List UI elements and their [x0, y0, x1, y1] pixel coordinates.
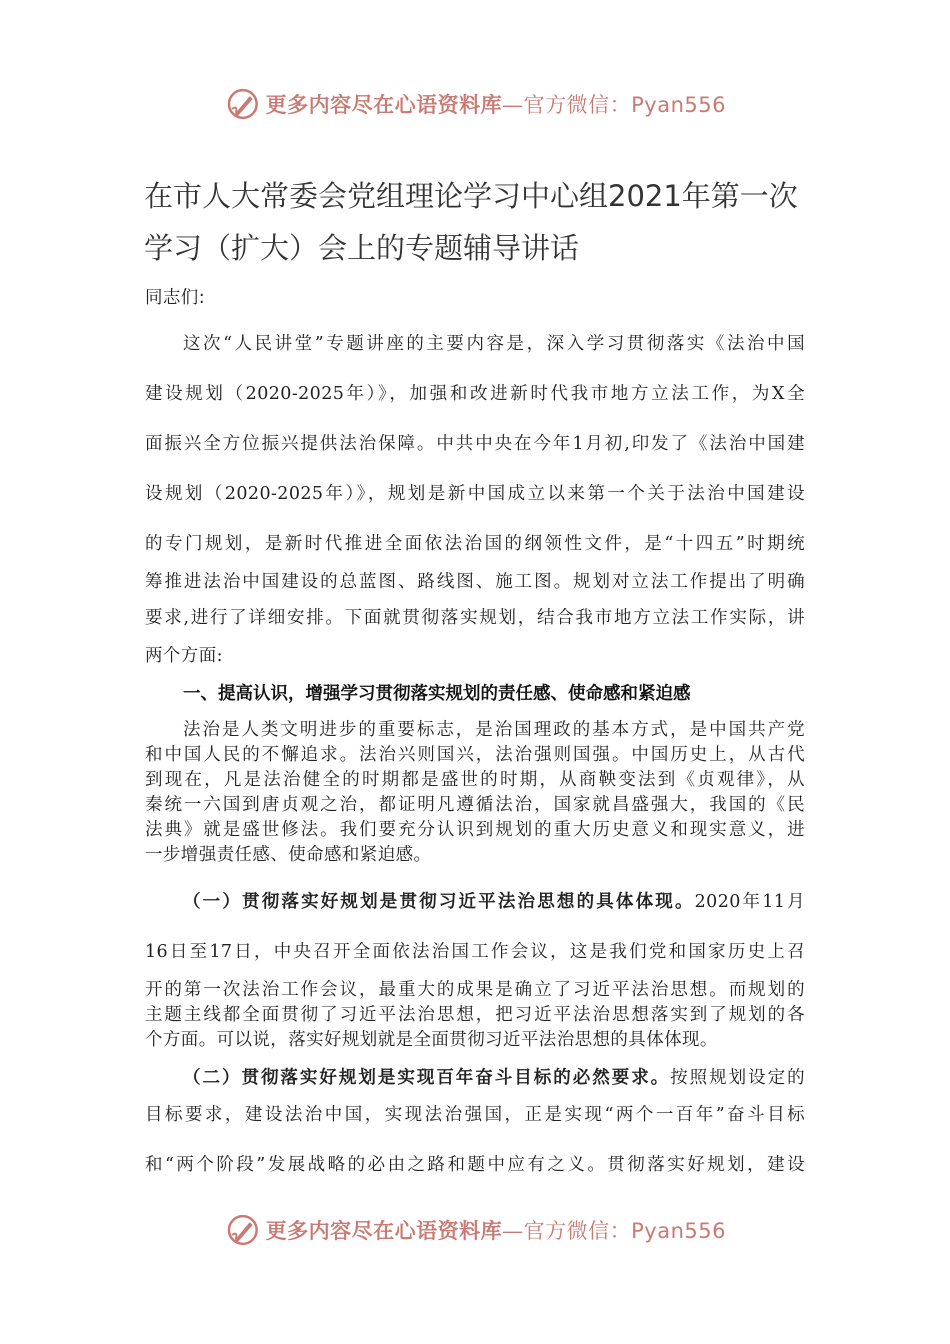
paragraph-1-line: 建设规划（2020-2025年）》，加强和改进新时代我市地方立法工作，为X全 — [145, 384, 805, 404]
paragraph-2-line: 法治是人类文明进步的重要标志，是治国理政的基本方式，是中国共产党 — [183, 720, 805, 740]
paragraph-2-line: 一步增强责任感、使命感和紧迫感。 — [145, 845, 432, 865]
paragraph-3-line: 个方面。可以说，落实好规划就是全面贯彻习近平法治思想的具体体现。 — [145, 1030, 718, 1050]
watermark-banner-bottom — [226, 1210, 726, 1250]
paragraph-3-line: 主题主线都全面贯彻了习近平法治思想，把习近平法治思想落实到了规划的各 — [145, 1005, 805, 1025]
paragraph-2-line: 到现在，凡是法治健全的时期都是盛世的时期，从商鞅变法到《贞观律》，从 — [145, 770, 805, 790]
subheading-1: （一）贯彻落实好规划是贯彻习近平法治思想的具体体现。 — [183, 892, 695, 912]
pen-logo-icon — [226, 87, 260, 121]
paragraph-4-line: （二）贯彻落实好规划是实现百年奋斗目标的必然要求。按照规划设定的 — [183, 1068, 805, 1088]
paragraph-4-line: 和“两个阶段”发展战略的必由之路和题中应有之义。贯彻落实好规划，建设 — [145, 1155, 805, 1175]
paragraph-1-line: 筹推进法治中国建设的总蓝图、路线图、施工图。规划对立法工作提出了明确 — [145, 572, 805, 592]
watermark-text: 更多内容尽在心语资料库—官方微信：Pyan556 — [265, 1218, 726, 1243]
section-heading-1: 一、提高认识，增强学习贯彻落实规划的责任感、使命感和紧迫感 — [183, 684, 691, 704]
paragraph-2-line: 秦统一六国到唐贞观之治，都证明凡遵循法治，国家就昌盛强大，我国的《民 — [145, 795, 805, 815]
watermark-text: 更多内容尽在心语资料库—官方微信：Pyan556 — [265, 92, 726, 117]
greeting: 同志们: — [145, 288, 205, 308]
paragraph-1-line: 的专门规划，是新时代推进全面依法治国的纲领性文件，是“十四五”时期统 — [145, 534, 805, 554]
subheading-2: （二）贯彻落实好规划是实现百年奋斗目标的必然要求。 — [183, 1068, 671, 1088]
paragraph-3-line: （一）贯彻落实好规划是贯彻习近平法治思想的具体体现。2020年11月 — [183, 892, 805, 912]
paragraph-1-line: 面振兴全方位振兴提供法治保障。中共中央在今年1月初,印发了《法治中国建 — [145, 434, 805, 454]
paragraph-1-line: 要求,进行了详细安排。下面就贯彻落实规划，结合我市地方立法工作实际，讲 — [145, 608, 805, 628]
paragraph-3-line: 开的第一次法治工作会议，最重大的成果是确立了习近平法治思想。而规划的 — [145, 980, 805, 1000]
paragraph-2-line: 和中国人民的不懈追求。法治兴则国兴，法治强则国强。中国历史上，从古代 — [145, 745, 805, 765]
paragraph-1-line: 设规划（2020-2025年）》，规划是新中国成立以来第一个关于法治中国建设 — [145, 484, 805, 504]
watermark-banner-top — [226, 84, 726, 124]
paragraph-1-line: 两个方面: — [145, 646, 223, 666]
paragraph-1-line: 这次“人民讲堂”专题讲座的主要内容是，深入学习贯彻落实《法治中国 — [183, 334, 805, 354]
paragraph-4-line: 目标要求，建设法治中国，实现法治强国，正是实现“两个一百年”奋斗目标 — [145, 1105, 805, 1125]
paragraph-3-line: 16日至17日，中央召开全面依法治国工作会议，这是我们党和国家历史上召 — [145, 942, 805, 962]
document-title: 在市人大常委会党组理论学习中心组2021年第一次学习（扩大）会上的专题辅导讲话 — [144, 179, 798, 265]
paragraph-2-line: 法典》就是盛世修法。我们要充分认识到规划的重大历史意义和现实意义，进 — [145, 820, 805, 840]
pen-logo-icon — [226, 1213, 260, 1247]
